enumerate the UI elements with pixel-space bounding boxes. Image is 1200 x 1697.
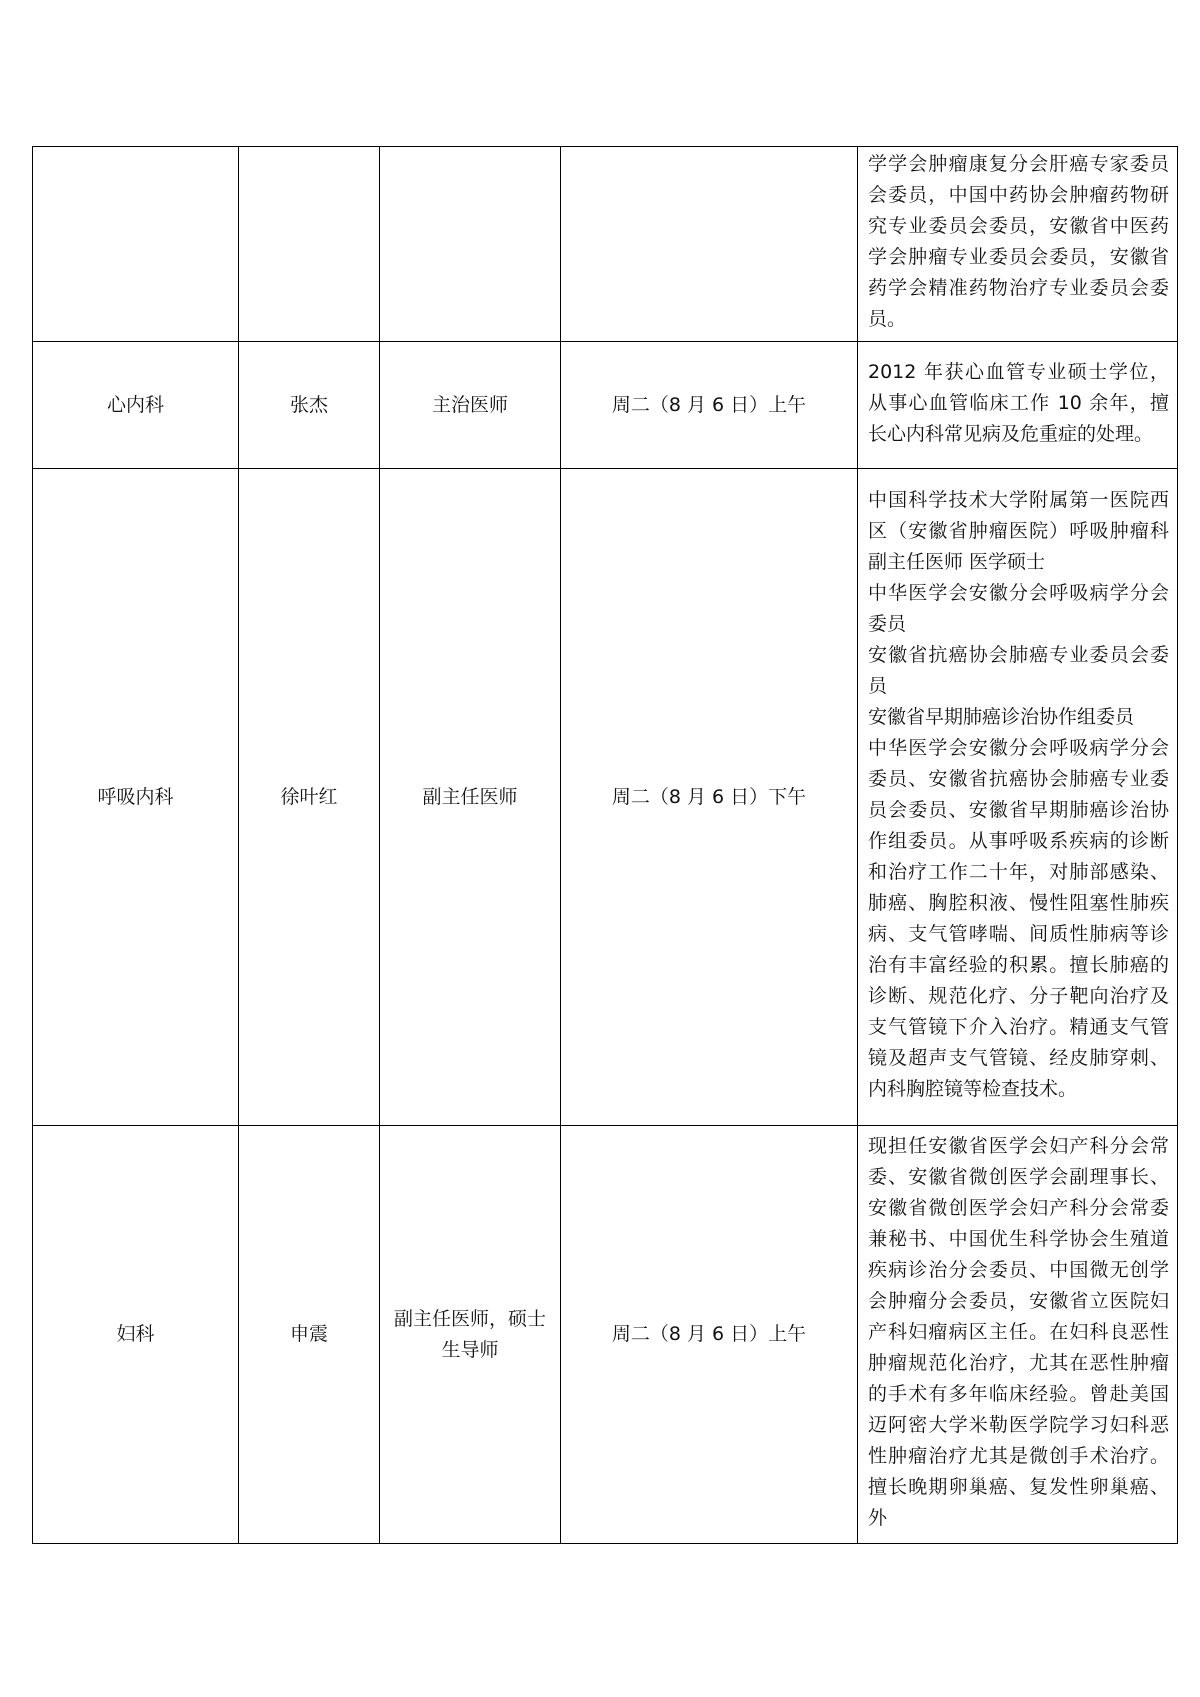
- table-row: [33, 342, 1178, 469]
- title-cell: [380, 1126, 561, 1544]
- department-cell: [33, 1126, 239, 1544]
- doctor-name-text: 徐叶红: [280, 785, 338, 808]
- time-cell: [561, 342, 858, 469]
- clinic-time-text: 周二（8 月 6 日）上午: [611, 393, 807, 416]
- description-cell: [858, 342, 1178, 469]
- department-text: 心内科: [106, 393, 164, 416]
- department-text: 呼吸内科: [97, 785, 174, 808]
- description-cell: [858, 147, 1178, 342]
- department-cell: [33, 469, 239, 1126]
- doctor-name-text: 张杰: [289, 393, 328, 416]
- description-cell: [858, 469, 1178, 1126]
- department-text: 妇科: [116, 1323, 155, 1345]
- doctor-schedule-table: [32, 146, 1178, 1544]
- doctor-name-text: 申震: [289, 1323, 328, 1345]
- description-cell: [858, 1126, 1178, 1544]
- doctor-description-text: 现担任安徽省医学会妇产科分会常委、安徽省微创医学会副理事长、安徽省微创医学会妇产科分会常委兼秘书、中国优生科学协会生殖道疾病诊治分会委员、中国微无创学会肿瘤分会委员，安徽省立医院妇产科妇瘤病区主任。在妇科良恶性肿瘤规范化治疗，尤其在恶性肿瘤的手术有多年临床经验。曾赴美国迈阿密大学米勒医学院学习妇科恶性肿瘤治疗尤其是微创手术治疗。擅长晚期卵巢癌、复发性卵巢癌、外: [868, 1135, 1169, 1529]
- title-cell: [380, 342, 561, 469]
- time-cell: [561, 1126, 858, 1544]
- clinic-time-text: 周二（8 月 6 日）下午: [611, 785, 807, 808]
- time-cell: [561, 147, 858, 342]
- title-cell: [380, 469, 561, 1126]
- doctor-cell: [239, 469, 380, 1126]
- doctor-cell: [239, 342, 380, 469]
- table-row: [33, 469, 1178, 1126]
- doctor-cell: [239, 1126, 380, 1544]
- doctor-description-text: 2012 年获心血管专业硕士学位，从事心血管临床工作 10 余年，擅长心内科常见病及危重症的处理。: [868, 360, 1169, 445]
- doctor-description-text: 中国科学技术大学附属第一医院西区（安徽省肿瘤医院）呼吸肿瘤科 副主任医师 医学硕士 中华医学会安徽分会呼吸病学分会委员 安徽省抗癌协会肺癌专业委员会委员 安徽省早期肺癌诊治协作组委员 中华医学会安徽分会呼吸病学分会委员、安徽省抗癌协会肺癌专业委员会委员、安徽省早期肺癌诊治协作组委员。从事呼吸系疾病的诊断和治疗工作二十年，对肺部感染、肺癌、胸腔积液、慢性阻塞性肺疾病、支气管哮喘、间质性肺病等诊治有丰富经验的积累。擅长肺癌的诊断、规范化疗、分子靶向治疗及支气管镜下介入治疗。精通支气管镜及超声支气管镜、经皮肺穿刺、内科胸腔镜等检查技术。: [868, 489, 1169, 1100]
- time-cell: [561, 469, 858, 1126]
- clinic-time-text: 周二（8 月 6 日）上午: [611, 1323, 807, 1345]
- doctor-title-text: 副主任医师，硕士生导师: [393, 1307, 546, 1361]
- table-row: [33, 1126, 1178, 1544]
- title-cell: [380, 147, 561, 342]
- doctor-title-text: 副主任医师: [422, 785, 518, 808]
- doctor-description-text: 学学会肿瘤康复分会肝癌专家委员会委员，中国中药协会肿瘤药物研究专业委员会委员，安徽省中医药学会肿瘤专业委员会委员，安徽省药学会精准药物治疗专业委员会委员。: [868, 153, 1169, 330]
- department-cell: [33, 147, 239, 342]
- doctor-title-text: 主治医师: [431, 393, 508, 416]
- department-cell: [33, 342, 239, 469]
- table-row: [33, 147, 1178, 342]
- doctor-cell: [239, 147, 380, 342]
